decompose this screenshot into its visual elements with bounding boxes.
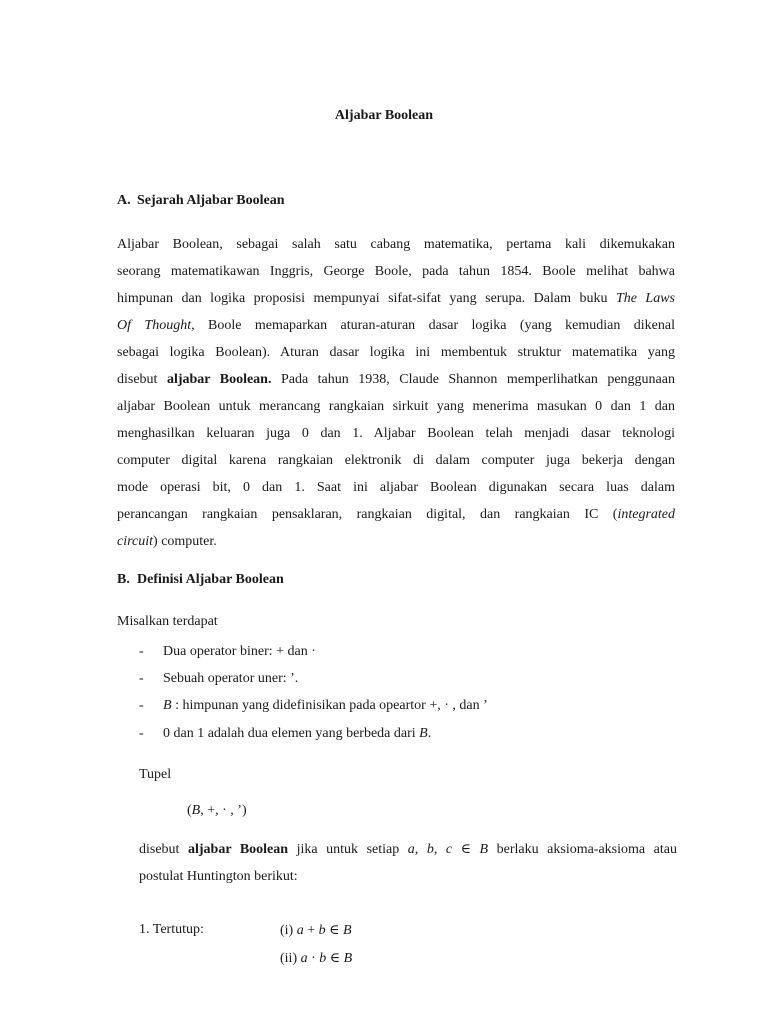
paragraph-line: Of Thought, Boole memaparkan aturan-aturan dasar logika (yang kemudian dikenal (117, 318, 675, 333)
section-a-heading (117, 193, 285, 209)
paragraph-line: computer digital karena rangkaian elektronik di dalam computer juga bekerja dengan (117, 453, 675, 468)
bullet-dash: - (139, 698, 144, 713)
tupel-label: Tupel (139, 767, 172, 782)
book-title: The Laws (615, 291, 675, 306)
axiom-label: 1. Tertutup: (139, 922, 204, 937)
paragraph-line: Aljabar Boolean, sebagai salah satu cabang matematika, pertama kali dikemukakan (117, 237, 675, 252)
book-title: Of Thought (117, 318, 192, 333)
list-item: - Dua operator biner: + dan · (139, 644, 316, 659)
section-b-title: Definisi Aljabar Boolean (137, 572, 284, 587)
bullet-dash: - (139, 726, 144, 741)
italic-term: integrated (617, 507, 675, 522)
paragraph-line: circuit) computer. (117, 534, 217, 549)
section-a-title: Sejarah Aljabar Boolean (137, 193, 285, 208)
intro-text: Misalkan terdapat (117, 614, 218, 629)
bold-term: aljabar Boolean (187, 842, 289, 857)
paragraph-line: himpunan dan logika proposisi mempunyai sifat-sifat yang serupa. Dalam buku The Laws (117, 291, 675, 306)
definition-paragraph (139, 836, 677, 890)
paragraph-line: postulat Huntington berikut: (139, 869, 298, 884)
section-b-heading (117, 572, 284, 588)
bold-term: aljabar Boolean. (166, 372, 272, 387)
section-a-number: A. (117, 193, 131, 208)
page-title: Aljabar Boolean (334, 108, 434, 123)
paragraph-line: perancangan rangkaian pensaklaran, rangkaian digital, dan rangkaian IC (integrated (117, 507, 675, 522)
paragraph-line: sebagai logika Boolean). Aturan dasar logika ini membentuk struktur matematika yang (117, 345, 675, 360)
axiom-i: (i) a + b ∈ B (280, 923, 352, 938)
section-b-number: B. (117, 572, 130, 587)
section-a-paragraph (117, 231, 675, 555)
list-item: - 0 dan 1 adalah dua elemen yang berbeda dari B. (139, 726, 432, 741)
list-item: - Sebuah operator uner: ’. (139, 671, 299, 686)
paragraph-line: seorang matematikawan Inggris, George Boole, pada tahun 1854. Boole melihat bahwa (117, 264, 675, 279)
bullet-dash: - (139, 671, 144, 686)
italic-term: circuit (117, 534, 154, 549)
bullet-dash: - (139, 644, 144, 659)
paragraph-line: disebut aljabar Boolean jika untuk setiap a, b, c ∈ B berlaku aksioma-aksioma atau (139, 842, 677, 857)
paragraph-line: aljabar Boolean untuk merancang rangkaian sirkuit yang menerima masukan 0 dan 1 dan (117, 399, 675, 414)
list-item: - B : himpunan yang didefinisikan pada opeartor +, · , dan ’ (139, 698, 488, 713)
axiom-ii: (ii) a · b ∈ B (280, 951, 353, 966)
paragraph-line: mode operasi bit, 0 dan 1. Saat ini aljabar Boolean digunakan secara luas dalam (117, 480, 675, 495)
paragraph-line: disebut aljabar Boolean. Pada tahun 1938, Claude Shannon memperlihatkan penggunaan (117, 372, 675, 387)
tuple-expression: (B, +, · , ’) (187, 803, 247, 818)
paragraph-line: menghasilkan keluaran juga 0 dan 1. Aljabar Boolean telah menjadi dasar teknologi (117, 426, 675, 441)
